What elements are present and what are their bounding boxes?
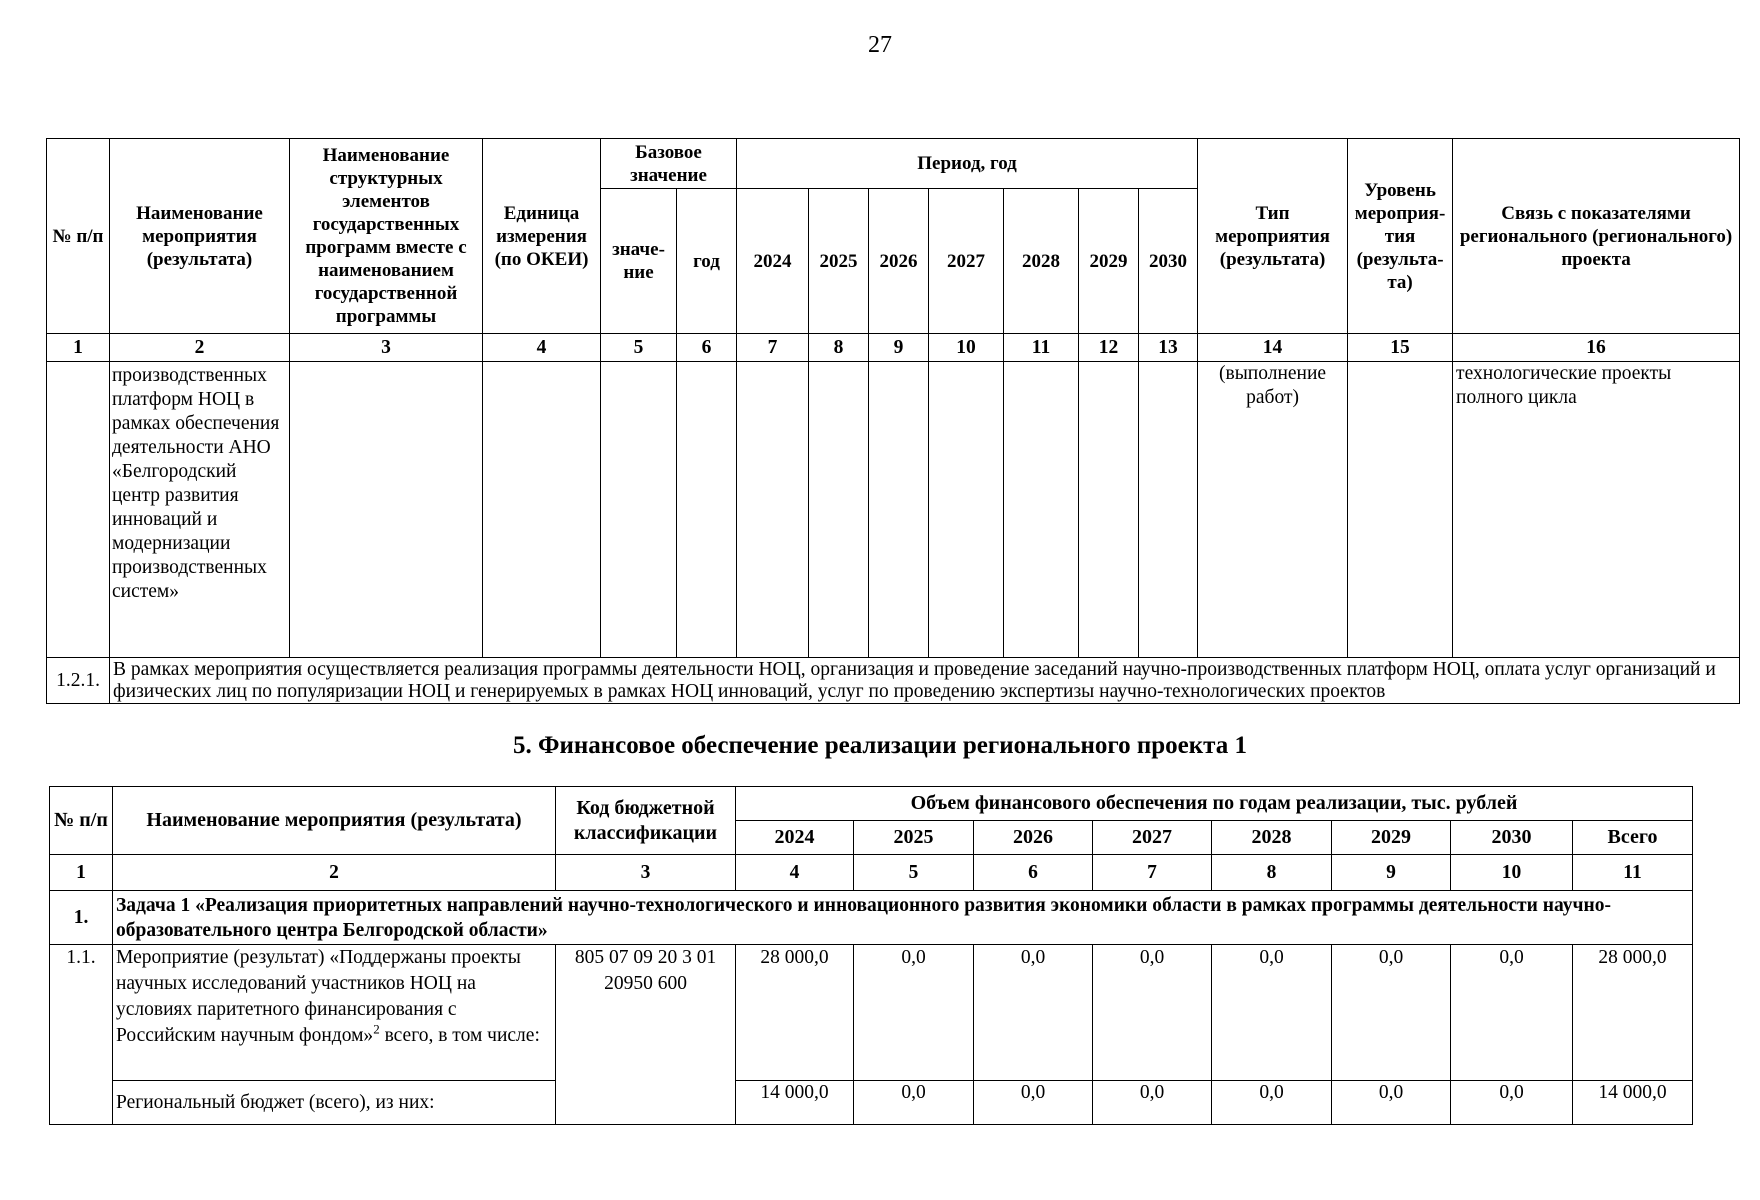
- measure-type-cell: (выполнение работ): [1198, 362, 1348, 658]
- measure-name-text: Мероприятие (результат) «Поддержаны проекты научных исследований участников НОЦ на условиях паритетного финансирования с Российским научным фондом»: [116, 947, 521, 1046]
- col-number: 2: [110, 334, 290, 362]
- header-year: 2025: [809, 189, 869, 334]
- value-cell: 0,0: [1451, 1081, 1573, 1125]
- header-year: 2030: [1139, 189, 1198, 334]
- col-number: 6: [677, 334, 737, 362]
- col-number: 14: [1198, 334, 1348, 362]
- total-cell: 28 000,0: [1573, 945, 1693, 1081]
- header-code: Код бюджетной классификации: [556, 787, 736, 855]
- col-number: 11: [1004, 334, 1079, 362]
- header-base: Базовое значение: [601, 139, 737, 189]
- task-number: 1.: [50, 891, 113, 945]
- header-year: 2030: [1451, 821, 1573, 855]
- value-cell: 0,0: [974, 945, 1093, 1081]
- col-number: 4: [736, 855, 854, 891]
- col-number: 6: [974, 855, 1093, 891]
- header-base-value: значе-ние: [601, 189, 677, 334]
- page-number: 27: [868, 32, 892, 58]
- col-number: 10: [1451, 855, 1573, 891]
- header-level: Уровень мероприя-тия (результа-та): [1348, 139, 1453, 334]
- budget-source-cell: Региональный бюджет (всего), из них:: [113, 1081, 556, 1125]
- cell-empty: [601, 362, 677, 658]
- col-number: 12: [1079, 334, 1139, 362]
- value-cell: 0,0: [1332, 945, 1451, 1081]
- financing-table: [49, 786, 1693, 1125]
- cell-empty: [290, 362, 483, 658]
- cell-empty: [677, 362, 737, 658]
- value-cell: 0,0: [854, 945, 974, 1081]
- row-number: 1.2.1.: [47, 658, 110, 704]
- header-elements: Наименование структурных элементов государственных программ вместе с наименованием государственной программы: [290, 139, 483, 334]
- task-title: Задача 1 «Реализация приоритетных направлений научно-технологического и инновационного развития экономики области в рамках программы деятельности научно-образовательного центра Белгородской области»: [113, 891, 1693, 945]
- cell-empty: [737, 362, 809, 658]
- col-number: 16: [1453, 334, 1740, 362]
- col-number: 8: [1212, 855, 1332, 891]
- cell-empty: [1348, 362, 1453, 658]
- col-number: 7: [737, 334, 809, 362]
- header-year: 2026: [974, 821, 1093, 855]
- value-cell: 14 000,0: [736, 1081, 854, 1125]
- header-num: № п/п: [50, 787, 113, 855]
- table-row: [50, 891, 1693, 945]
- col-number: 1: [50, 855, 113, 891]
- cell-empty: [1079, 362, 1139, 658]
- header-year: 2028: [1004, 189, 1079, 334]
- section-title: 5. Финансовое обеспечение реализации регионального проекта 1: [512, 732, 1248, 759]
- value-cell: 0,0: [1093, 945, 1212, 1081]
- value-cell: 0,0: [1212, 1081, 1332, 1125]
- cell-empty: [47, 362, 110, 658]
- col-number: 3: [290, 334, 483, 362]
- measure-name-cell: [113, 945, 556, 1081]
- value-cell: 0,0: [854, 1081, 974, 1125]
- header-type: Тип мероприятия (результата): [1198, 139, 1348, 334]
- measure-name-cell: производственных платформ НОЦ в рамках обеспечения деятельности АНО «Белгородский центр развития инноваций и модернизации производственных систем»: [110, 362, 290, 658]
- col-number: 3: [556, 855, 736, 891]
- header-year: 2024: [737, 189, 809, 334]
- measures-table: [46, 138, 1740, 704]
- value-cell: 0,0: [1451, 945, 1573, 1081]
- header-year: 2026: [869, 189, 929, 334]
- value-cell: 0,0: [974, 1081, 1093, 1125]
- col-number: 5: [601, 334, 677, 362]
- col-number: 9: [869, 334, 929, 362]
- table-row: [47, 362, 1740, 658]
- header-volume: Объем финансового обеспечения по годам реализации, тыс. рублей: [736, 787, 1693, 821]
- cell-empty: [809, 362, 869, 658]
- total-cell: 14 000,0: [1573, 1081, 1693, 1125]
- col-number: 1: [47, 334, 110, 362]
- col-number: 15: [1348, 334, 1453, 362]
- header-year: 2025: [854, 821, 974, 855]
- col-number: 2: [113, 855, 556, 891]
- cell-empty: [1139, 362, 1198, 658]
- cell-empty: [869, 362, 929, 658]
- value-cell: 0,0: [1212, 945, 1332, 1081]
- footnote-mark: 2: [373, 1021, 380, 1037]
- header-year: 2027: [929, 189, 1004, 334]
- row-number: 1.1.: [50, 945, 113, 1125]
- table-row: [50, 1081, 1693, 1125]
- cell-empty: [483, 362, 601, 658]
- col-number: 5: [854, 855, 974, 891]
- budget-code-cell: 805 07 09 20 3 01 20950 600: [556, 945, 736, 1125]
- value-cell: 0,0: [1332, 1081, 1451, 1125]
- value-cell: 0,0: [1093, 1081, 1212, 1125]
- header-name: Наименование мероприятия (результата): [113, 787, 556, 855]
- header-year: 2028: [1212, 821, 1332, 855]
- header-period: Период, год: [737, 139, 1198, 189]
- cell-empty: [929, 362, 1004, 658]
- col-number: 7: [1093, 855, 1212, 891]
- col-number: 10: [929, 334, 1004, 362]
- header-total: Всего: [1573, 821, 1693, 855]
- indicator-link-cell: технологические проекты полного цикла: [1453, 362, 1740, 658]
- col-number: 11: [1573, 855, 1693, 891]
- col-number: 4: [483, 334, 601, 362]
- measure-description: В рамках мероприятия осуществляется реализация программы деятельности НОЦ, организация и проведение заседаний научно-производственных платформ НОЦ, оплата услуг организаций и физических лиц по популяризации НОЦ и генерируемых в рамках НОЦ инноваций, услуг по проведению экспертизы научно-технологических проектов: [110, 658, 1740, 704]
- cell-empty: [1004, 362, 1079, 658]
- col-number: 9: [1332, 855, 1451, 891]
- header-name: Наименование мероприятия (результата): [110, 139, 290, 334]
- header-unit: Единица измерения (по ОКЕИ): [483, 139, 601, 334]
- value-cell: 28 000,0: [736, 945, 854, 1081]
- col-number: 8: [809, 334, 869, 362]
- header-link: Связь с показателями регионального (регионального) проекта: [1453, 139, 1740, 334]
- header-year: 2027: [1093, 821, 1212, 855]
- header-year: 2024: [736, 821, 854, 855]
- header-base-year: год: [677, 189, 737, 334]
- measure-name-tail: всего, в том числе:: [379, 1025, 540, 1046]
- col-number: 13: [1139, 334, 1198, 362]
- header-year: 2029: [1079, 189, 1139, 334]
- table-row: [50, 945, 1693, 1081]
- header-num: № п/п: [47, 139, 110, 334]
- header-year: 2029: [1332, 821, 1451, 855]
- table-row: [47, 658, 1740, 704]
